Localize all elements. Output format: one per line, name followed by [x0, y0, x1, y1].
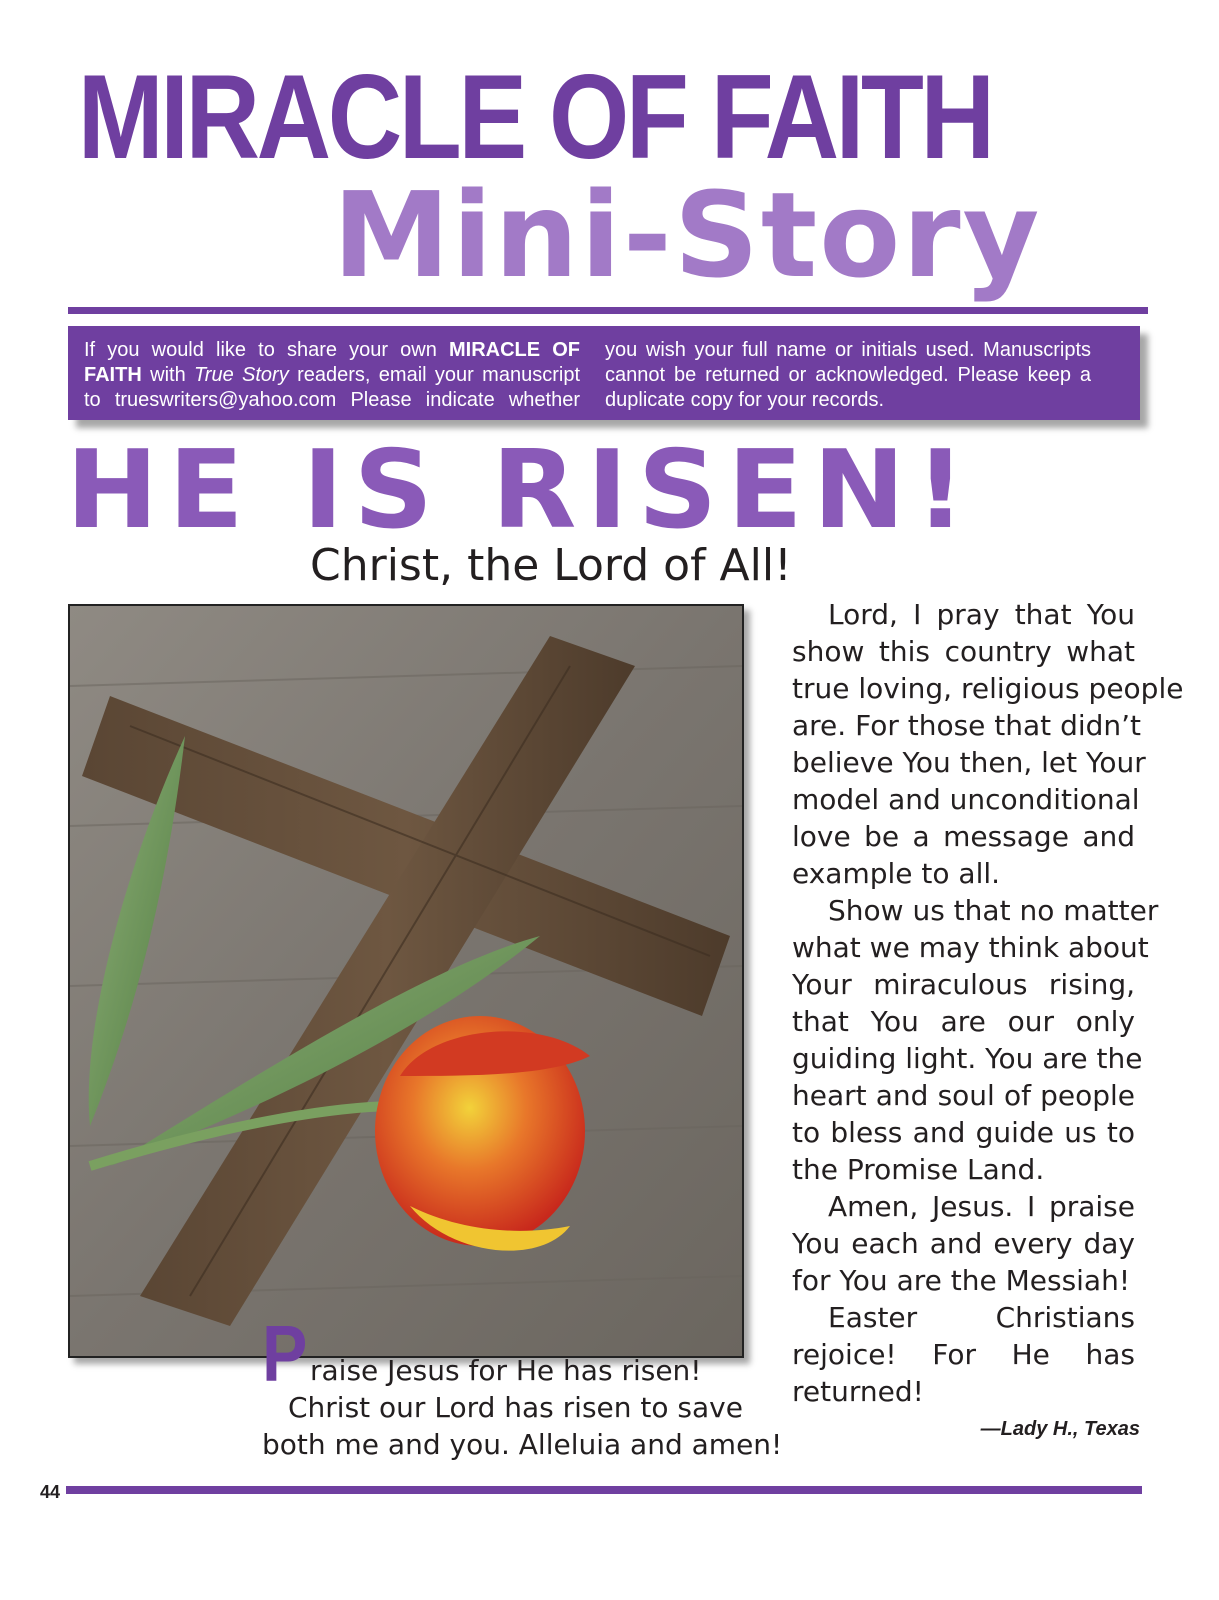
top-divider — [68, 307, 1148, 314]
info-text-bold: MIRACLE OF — [448, 339, 580, 361]
info-text: with — [141, 364, 195, 386]
text-line: are. For those that didn’t — [792, 709, 1142, 742]
submission-info-box — [68, 326, 1140, 420]
text-line: example to all. — [792, 857, 1001, 890]
text-line: guiding light. You are the — [792, 1042, 1143, 1075]
text-line: Amen, Jesus. I praise — [828, 1190, 1135, 1223]
text-line: both me and you. Alleluia and amen! — [262, 1428, 783, 1461]
text-line: Easter Christians — [828, 1301, 1135, 1334]
info-text: If you would like to share your own — [84, 339, 449, 361]
story-body-left — [262, 1352, 783, 1463]
info-line: to trueswriters@yahoo.com Please indicate whether — [84, 389, 580, 411]
info-text-bold: FAITH — [84, 364, 142, 386]
text-line: heart and soul of people — [792, 1079, 1135, 1112]
info-line — [84, 363, 580, 388]
info-line: you wish your full name or initials used. Manuscripts — [605, 339, 1091, 361]
text-line: that You are our only — [792, 1005, 1135, 1038]
page-number: 44 — [40, 1482, 61, 1502]
story-body-right — [792, 596, 1184, 1410]
masthead-title: MIRACLE OF FAITH — [77, 50, 992, 184]
text-line: show this country what — [792, 635, 1135, 668]
drop-cap: P — [262, 1309, 308, 1398]
text-line: model and unconditional — [792, 783, 1140, 816]
text-line: to bless and guide us to — [792, 1116, 1135, 1149]
text-line: believe You then, let Your — [792, 746, 1146, 779]
info-text-italic: True Story — [194, 364, 289, 386]
masthead-subtitle: Mini-Story — [332, 166, 1042, 304]
text-line: true loving, religious people — [792, 672, 1184, 705]
story-subtitle: Christ, the Lord of All! — [310, 540, 792, 591]
info-column-left — [84, 338, 580, 413]
info-line: cannot be returned or acknowledged. Please keep a — [605, 364, 1091, 386]
cross-tulip-photo — [68, 604, 744, 1358]
text-line: the Promise Land. — [792, 1153, 1045, 1186]
bottom-divider — [66, 1486, 1142, 1494]
author-byline: —Lady H., Texas — [980, 1418, 1140, 1440]
story-paragraph-1 — [792, 596, 1184, 892]
info-column-right — [605, 338, 1091, 413]
story-paragraph-2 — [792, 892, 1159, 1188]
text-line: raise Jesus for He has risen! — [310, 1354, 702, 1387]
text-line: You each and every day — [792, 1227, 1135, 1260]
text-line: Lord, I pray that You — [828, 598, 1135, 631]
text-line: returned! — [792, 1375, 924, 1408]
text-line: rejoice! For He has — [792, 1338, 1135, 1371]
text-line: love be a message and — [792, 820, 1135, 853]
text-line: Show us that no matter — [828, 894, 1159, 927]
text-line: Your miraculous rising, — [792, 968, 1135, 1001]
story-paragraph-3 — [792, 1188, 1135, 1299]
info-line — [84, 338, 580, 363]
info-text: readers, email your manuscript — [288, 364, 580, 386]
text-line: Christ our Lord has risen to save — [288, 1391, 743, 1424]
story-paragraph-4 — [792, 1299, 1135, 1410]
text-line: what we may think about — [792, 931, 1149, 964]
text-line: for You are the Messiah! — [792, 1264, 1131, 1297]
story-title: HE IS RISEN! — [66, 428, 976, 553]
info-line: duplicate copy for your records. — [605, 389, 885, 411]
